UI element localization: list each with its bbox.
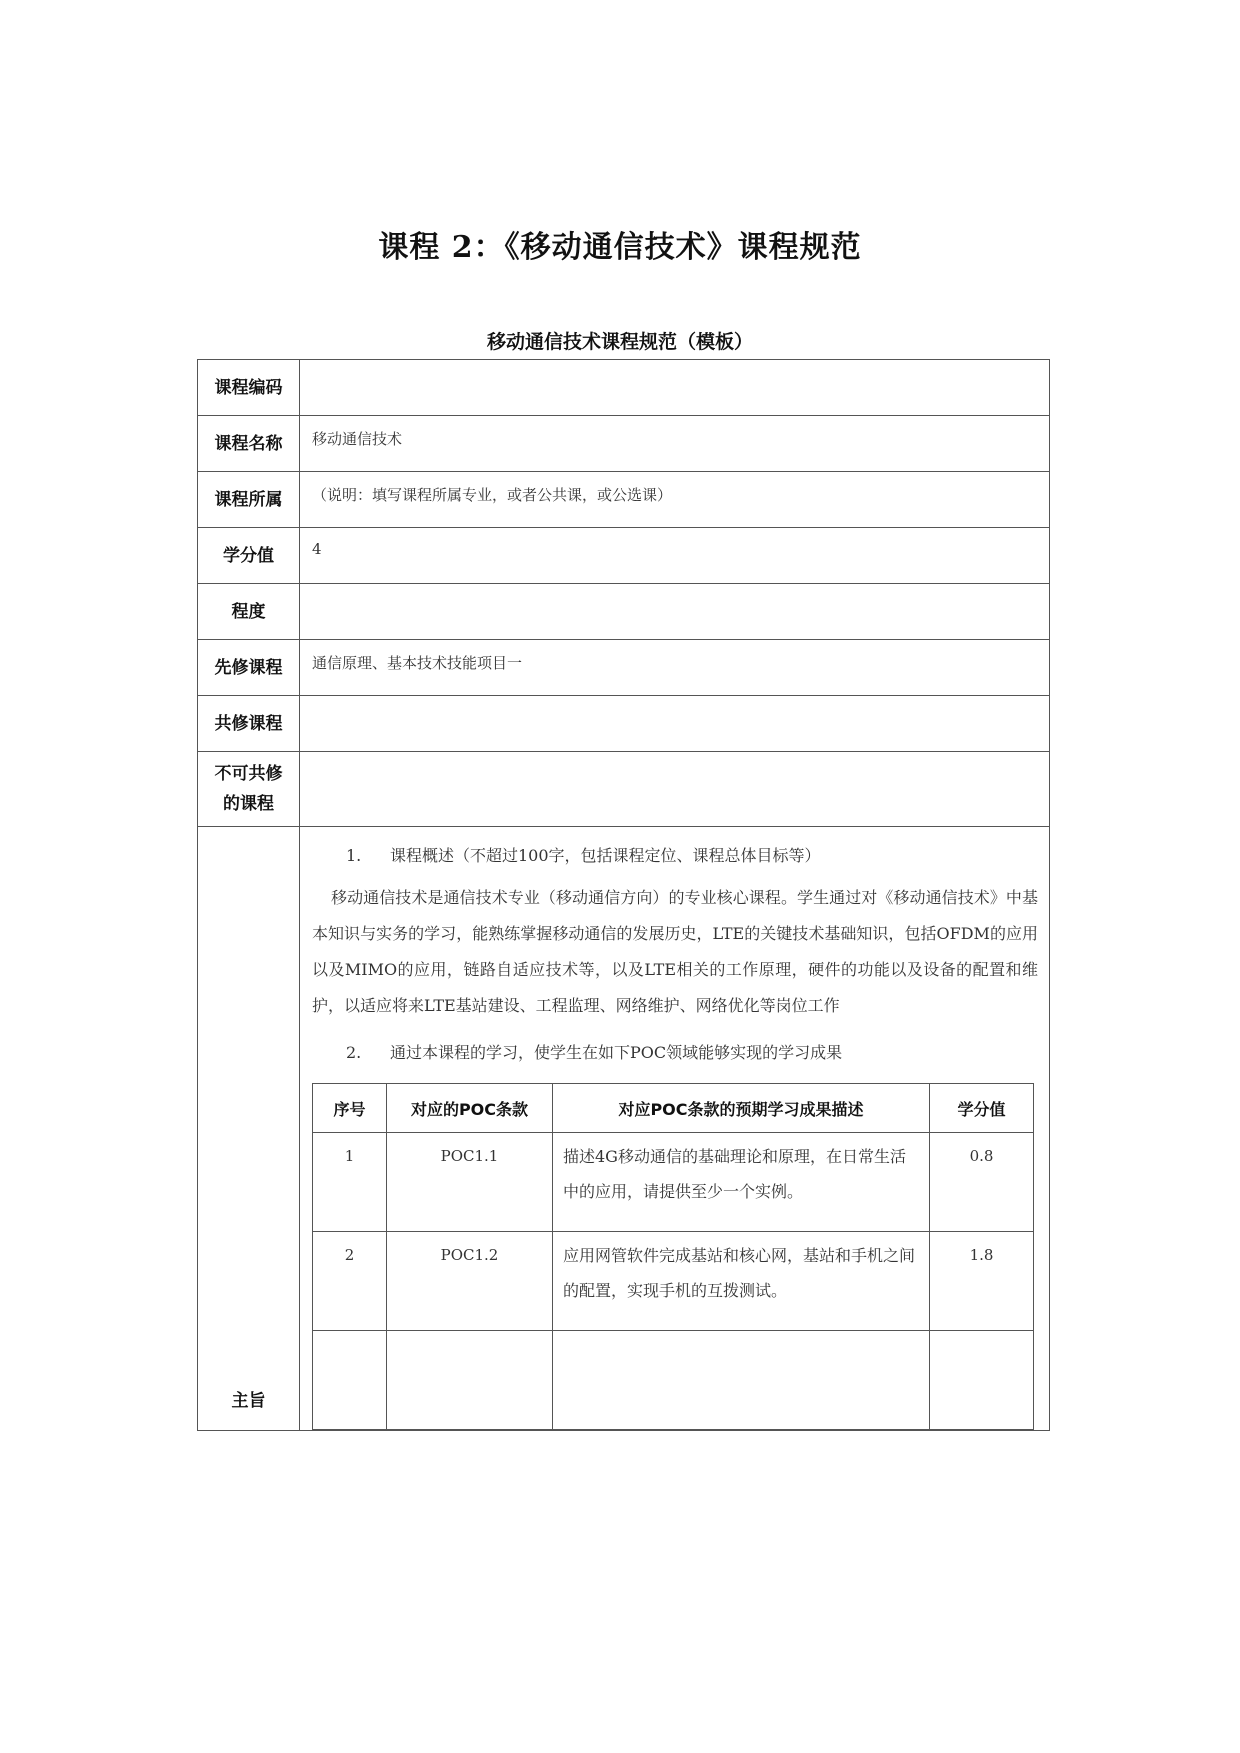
row-label-course-affiliation: 课程所属 [198,472,300,528]
course-overview-text: 移动通信技术是通信技术专业（移动通信方向）的专业核心课程。学生通过对《移动通信技术》中基本知识与实务的学习，能熟练掌握移动通信的发展历史，LTE的关键技术基础知识，包括OFDM的应用以及MIMO的应用，链路自适应技术等，以及LTE相关的工作原理，硬件的功能以及设备的配置和维护，以适应将来LTE基站建设、工程监理、网络维护、网络优化等岗位工作 [312,888,1038,1015]
course-affiliation-value: （说明：填写课程所属专业，或者公共课，或公选课） [300,472,1050,528]
course-spec-table [197,359,1050,1431]
poc-clause-cell [387,1331,553,1430]
main-purpose-content [300,827,1050,1431]
section-number: 2. [346,1043,362,1062]
table-row [198,360,1050,416]
poc-credits-cell [930,1331,1034,1430]
exclusions-value [300,752,1050,827]
table-row [313,1133,1034,1232]
table-row [198,696,1050,752]
section-heading-overview [346,843,1038,866]
row-label-course-name: 课程名称 [198,416,300,472]
table-row [198,827,1050,1431]
poc-description-cell: 应用网管软件完成基站和核心网，基站和手机之间的配置，实现手机的互拨测试。 [553,1232,930,1331]
table-caption: 移动通信技术课程规范（模板） [486,331,753,353]
row-label-exclusions [198,752,300,827]
poc-no-cell: 2 [313,1232,387,1331]
poc-header-clause: 对应的POC条款 [387,1084,553,1133]
poc-outcomes-table [312,1083,1034,1430]
course-name-value: 移动通信技术 [300,416,1050,472]
level-value [300,584,1050,640]
poc-header-description: 对应POC条款的预期学习成果描述 [553,1084,930,1133]
section-heading-text: 课程概述（不超过100字，包括课程定位、课程总体目标等） [390,846,821,865]
table-row [198,416,1050,472]
row-label-course-code: 课程编码 [198,360,300,416]
table-row [313,1331,1034,1430]
poc-header-no: 序号 [313,1084,387,1133]
poc-clause-cell: POC1.1 [387,1133,553,1232]
poc-header-credits: 学分值 [930,1084,1034,1133]
table-row [198,584,1050,640]
poc-clause-cell: POC1.2 [387,1232,553,1331]
corequisites-value [300,696,1050,752]
table-row [198,528,1050,584]
row-label-level: 程度 [198,584,300,640]
course-spec-container [197,359,1050,1411]
poc-description-cell [553,1331,930,1430]
section-number: 1. [346,846,362,865]
row-label-corequisites: 共修课程 [198,696,300,752]
table-row [198,752,1050,827]
poc-description-cell: 描述4G移动通信的基础理论和原理，在日常生活中的应用，请提供至少一个实例。 [553,1133,930,1232]
prerequisites-value: 通信原理、基本技术技能项目一 [300,640,1050,696]
row-label-prerequisites: 先修课程 [198,640,300,696]
row-label-credits: 学分值 [198,528,300,584]
section-heading-outcomes [346,1040,1038,1063]
poc-credits-cell: 0.8 [930,1133,1034,1232]
credits-value: 4 [300,528,1050,584]
table-row [198,640,1050,696]
course-code-value [300,360,1050,416]
exclusions-label-line1: 不可共修 [214,764,283,784]
poc-header-row [313,1084,1034,1133]
poc-credits-cell: 1.8 [930,1232,1034,1331]
page-title: 课程 2：《移动通信技术》课程规范 [378,230,862,265]
exclusions-label-line2: 的课程 [223,794,274,814]
row-label-main-purpose: 主旨 [198,827,300,1431]
poc-no-cell: 1 [313,1133,387,1232]
table-row [313,1232,1034,1331]
poc-no-cell [313,1331,387,1430]
section-heading-text: 通过本课程的学习，使学生在如下POC领域能够实现的学习成果 [390,1043,843,1062]
table-row [198,472,1050,528]
